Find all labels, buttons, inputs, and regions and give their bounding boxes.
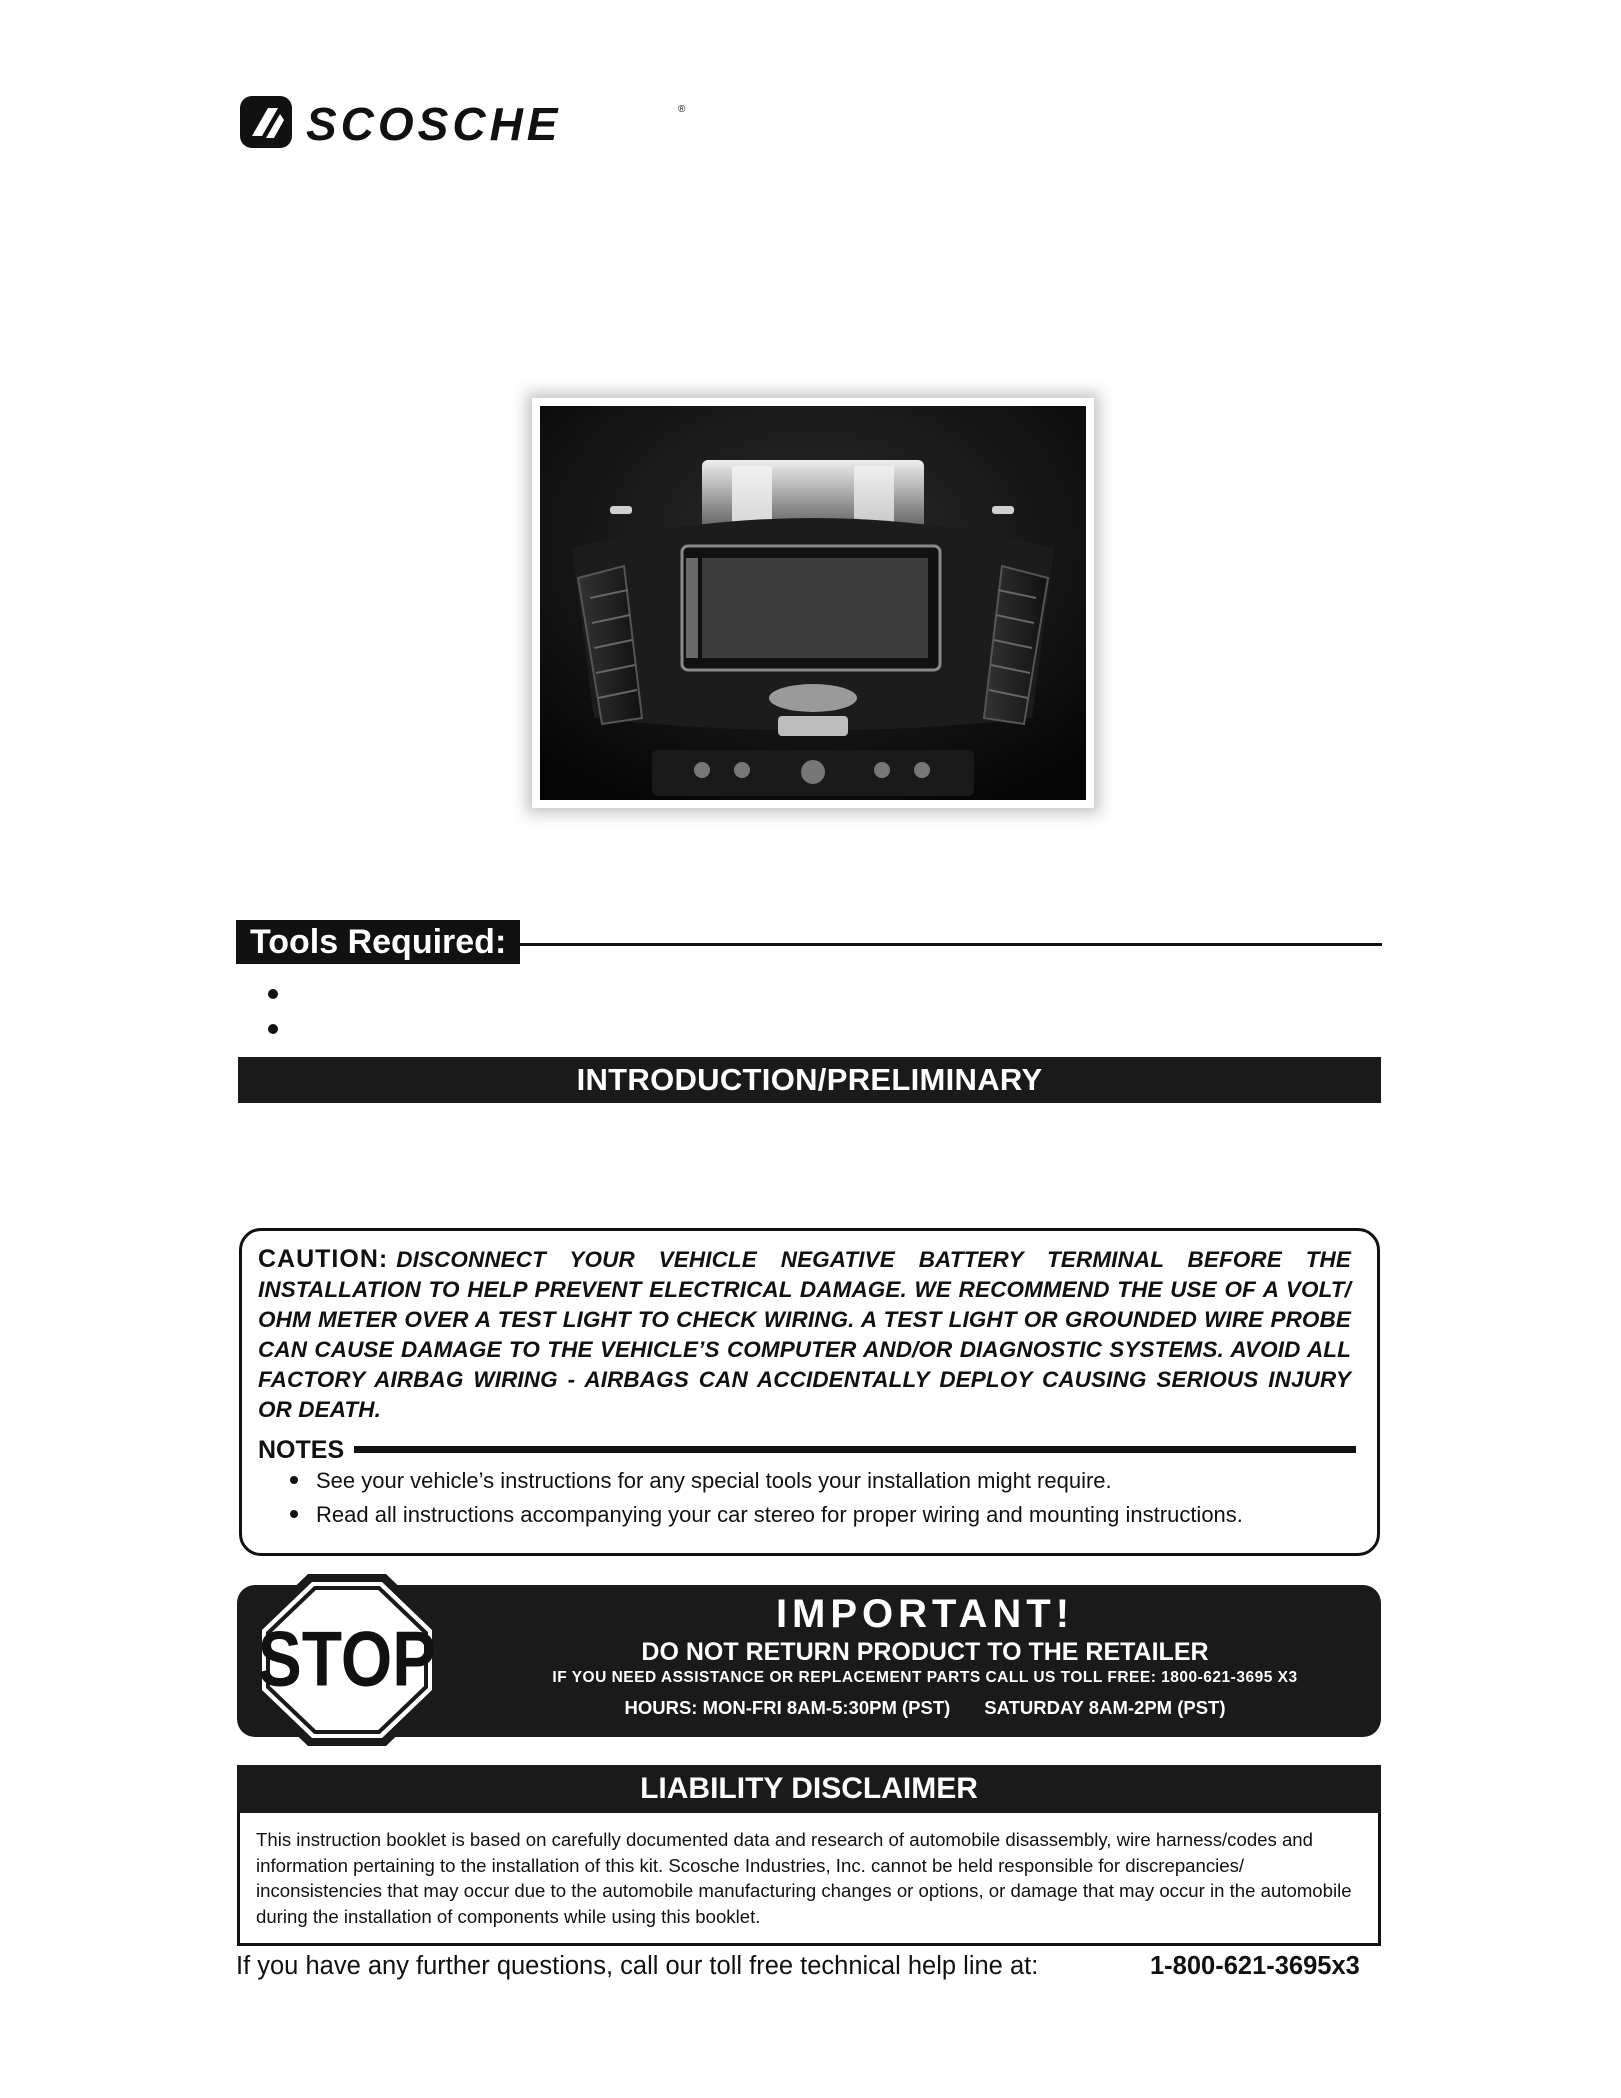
hours-saturday: SATURDAY 8AM-2PM (PST): [984, 1697, 1226, 1718]
scosche-logo-icon: [238, 92, 688, 154]
car-dash-stereo-photo-icon: [532, 398, 1094, 808]
intro-heading: INTRODUCTION/PRELIMINARY: [238, 1057, 1381, 1103]
bullet-icon: [290, 1510, 298, 1518]
tools-required-heading: Tools Required:: [236, 920, 520, 964]
caution-text: DISCONNECT YOUR VEHICLE NEGATIVE BATTERY TERMINAL BEFORE THE INSTALLATION TO HELP PREVENT ELECTRICAL DAMAGE. WE RECOMMEND THE USE OF A VOLT/ OHM METER OVER A TEST LIGHT TO CHECK WIRING. A TEST LIGHT OR GROUNDED WIRE PROBE CAN CAUSE DAMAGE TO THE VEHICLE’S COMPUTER AND/OR DIAGNOSTIC SYSTEMS. AVOID ALL FACTORY AIRBAG WIRING - AIRBAGS CAN ACCIDENTALLY DEPLOY CAUSING SERIOUS INJURY OR DEATH.: [258, 1247, 1351, 1422]
stop-sign-icon: [250, 1570, 444, 1750]
bullet-icon: [290, 1476, 298, 1484]
notes-divider: [354, 1446, 1356, 1453]
footer-question: If you have any further questions, call our toll free technical help line at:: [236, 1952, 1039, 1980]
hours-weekday: HOURS: MON-FRI 8AM-5:30PM (PST): [624, 1697, 951, 1718]
caution-label: CAUTION:: [258, 1245, 389, 1273]
important-hours: [470, 1697, 1380, 1719]
note-item-1: [290, 1468, 1112, 1494]
important-subtitle: DO NOT RETURN PRODUCT TO THE RETAILER: [641, 1638, 1209, 1666]
scosche-logo: [238, 92, 688, 154]
note-text-2: Read all instructions accompanying your car stereo for proper wiring and mounting instructions.: [316, 1502, 1243, 1527]
caution-paragraph: [258, 1244, 1351, 1425]
trademark-symbol: ®: [678, 104, 686, 115]
tool-bullet-1: [268, 989, 278, 999]
tool-bullet-2: [268, 1024, 278, 1034]
notes-heading: NOTES: [258, 1436, 345, 1464]
liability-text: This instruction booklet is based on carefully documented data and research of automobile disassembly, wire harness/codes and information pertaining to the installation of this kit. Scosche Industries, Inc. cannot be held responsible for discrepancies/ inconsistencies that may occur due to the automobile manufacturing changes or options, or damage that may occur in the automobile during the installation of components while using this booklet.: [256, 1829, 1352, 1927]
note-text-1: See your vehicle’s instructions for any special tools your installation might require.: [316, 1468, 1112, 1493]
note-item-2: [290, 1502, 1243, 1528]
stop-label: STOP: [257, 1616, 437, 1703]
dashboard-photo: [532, 398, 1094, 808]
tools-divider: [512, 943, 1382, 946]
liability-heading: LIABILITY DISCLAIMER: [237, 1765, 1381, 1813]
important-call-info: IF YOU NEED ASSISTANCE OR REPLACEMENT PARTS CALL US TOLL FREE: 1800-621-3695 X3: [552, 1669, 1298, 1686]
brand-name: SCOSCHE: [306, 98, 562, 150]
footer-phone[interactable]: 1-800-621-3695x3: [1150, 1952, 1360, 1980]
important-title: IMPORTANT!: [775, 1592, 1075, 1636]
